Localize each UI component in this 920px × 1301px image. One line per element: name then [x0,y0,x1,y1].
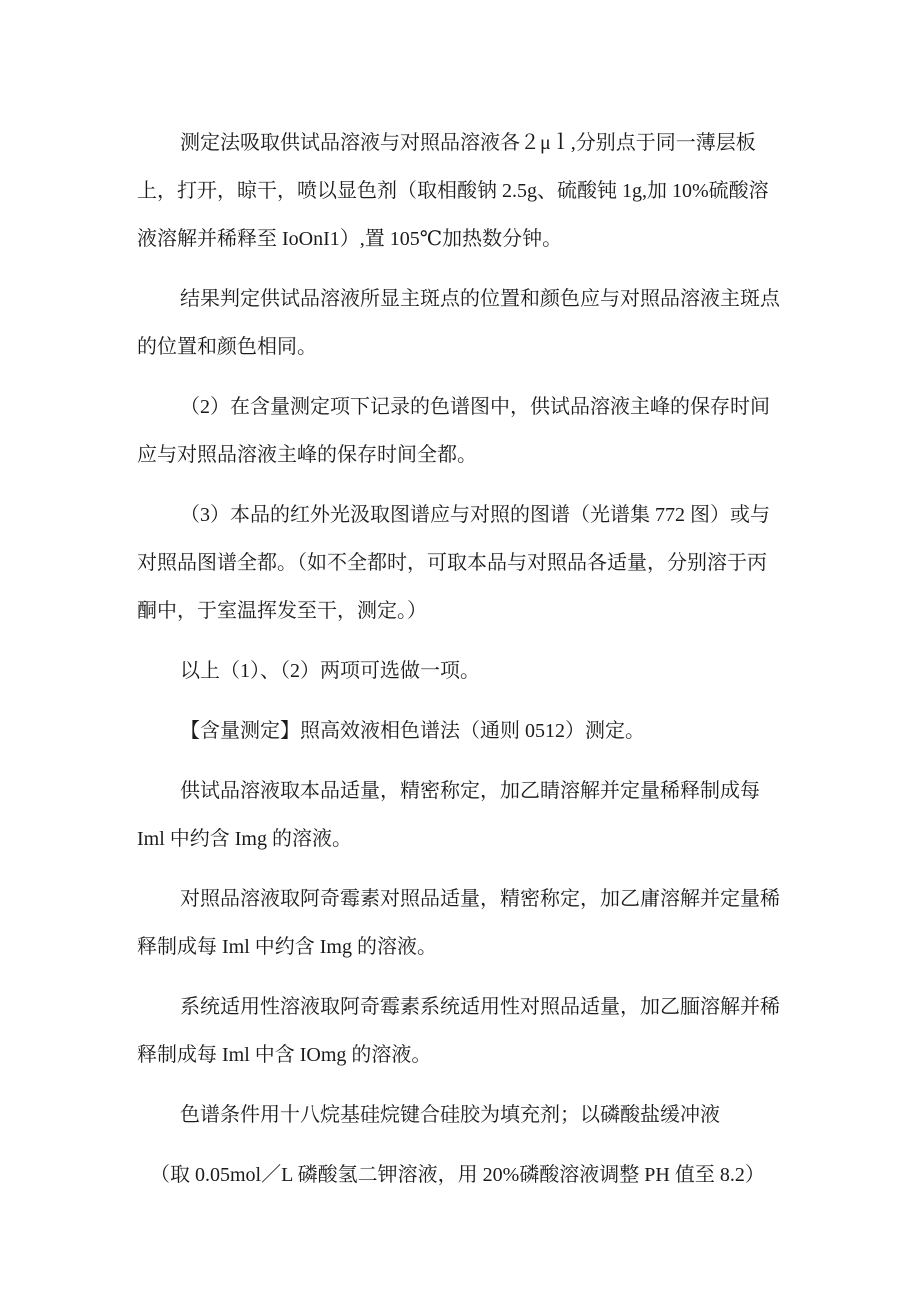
text-line: 对照品溶液取阿奇霉素对照品适量，精密称定，加乙庸溶解并定量稀 [180,888,780,910]
paragraph-item-2 [137,383,781,479]
section-heading: 【含量测定】照高效液相色谱法（通则 0512）测定。 [180,720,645,742]
text-line: 测定法吸取供试品溶液与对照品溶液各２μｌ,分别点于同一薄层板 [180,132,756,154]
text-line: 结果判定供试品溶液所显主斑点的位置和颜色应与对照品溶液主斑点 [180,288,780,310]
paragraph-option-note [137,647,781,695]
text-line: （2）在含量测定项下记录的色谱图中，供试品溶液主峰的保存时间 [180,396,770,418]
text-line: （取 0.05mol／L 磷酸氢二钾溶液，用 20%磷酸溶液调整 PH 值至 8.2） [150,1164,765,1186]
paragraph-test-solution [137,767,781,863]
text-line: 供试品溶液取本品适量，精密称定，加乙睛溶解并定量稀释制成每 [180,780,760,802]
text-line: 对照品图谱全都。（如不全都时，可取本品与对照品各适量，分别溶于丙 [137,552,767,574]
text-line: （3）本品的红外光汲取图谱应与对照的图谱（光谱集 772 图）或与 [180,504,770,526]
text-line: 释制成每 Iml 中约含 Img 的溶液。 [137,936,437,958]
text-line: 酮中，于室温挥发至干，测定。） [137,600,427,622]
text-line: 色谱条件用十八烷基硅烷键合硅胶为填充剂；以磷酸盐缓冲液 [180,1104,720,1126]
text-line: 液溶解并稀释至 IoOnI1）,置 105℃加热数分钟。 [137,228,563,250]
document-body [137,119,781,1199]
paragraph-buffer-preparation [137,1151,781,1199]
text-line: 的位置和颜色相同。 [137,336,317,358]
paragraph-assay-heading [137,707,781,755]
paragraph-tlc-method [137,119,781,263]
text-line: 上，打开，晾干，喷以显色剂（取相酸钠 2.5g、硫酸钝 1g,加 10%硫酸溶 [137,180,769,202]
text-line: 应与对照品溶液主峰的保存时间全都。 [137,444,477,466]
paragraph-reference-solution [137,875,781,971]
paragraph-tlc-result [137,275,781,371]
paragraph-system-suitability [137,983,781,1079]
paragraph-chromatographic-conditions [137,1091,781,1139]
paragraph-item-3 [137,491,781,635]
text-line: Iml 中约含 Img 的溶液。 [137,828,352,850]
text-line: 以上（1）、（2）两项可选做一项。 [180,660,480,682]
text-line: 系统适用性溶液取阿奇霉素系统适用性对照品适量，加乙腼溶解并稀 [180,996,780,1018]
text-line: 释制成每 Iml 中含 IOmg 的溶液。 [137,1044,432,1066]
